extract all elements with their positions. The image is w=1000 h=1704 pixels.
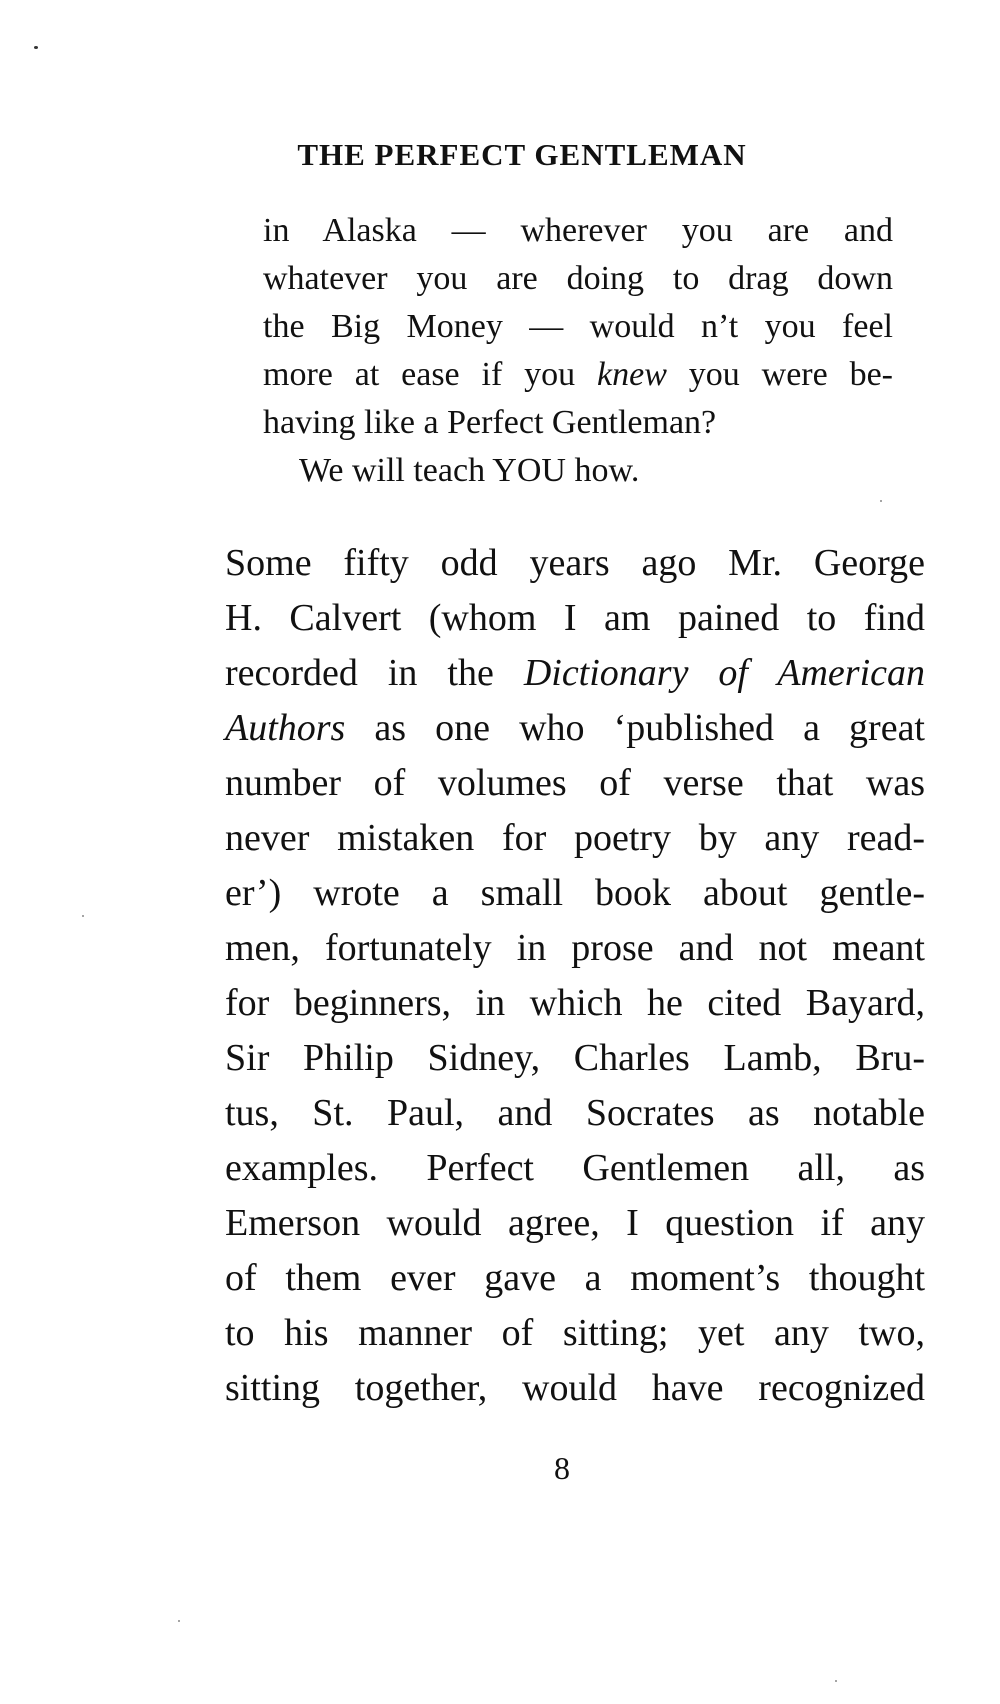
quote-line: the Big Money — would n’t you feel [263,308,893,345]
body-line: recorded in the Dictionary of American [225,652,925,694]
running-head: THE PERFECT GENTLEMAN [297,137,747,172]
scan-speck [178,1620,180,1622]
body-line: tus, St. Paul, and Socrates as notable [225,1092,925,1134]
body-line: examples. Perfect Gentlemen all, as [225,1147,925,1189]
italic-phrase: Authors [225,707,346,749]
body-line: sitting together, would have recognized [225,1367,925,1409]
quote-line: We will teach YOU how. [299,452,640,489]
body-line: Some fifty odd years ago Mr. George [225,542,925,584]
body-line: Sir Philip Sidney, Charles Lamb, Bru- [225,1037,925,1079]
page-number: 8 [554,1450,570,1486]
body-line: of them ever gave a moment’s thought [225,1257,925,1299]
body-line: never mistaken for poetry by any read- [225,817,925,859]
body-line: er’) wrote a small book about gentle- [225,872,925,914]
body-line: for beginners, in which he cited Bayard, [225,982,925,1024]
scan-speck [835,1680,837,1682]
quote-line: having like a Perfect Gentleman? [263,404,717,441]
body-line: number of volumes of verse that was [225,762,925,804]
body-line: to his manner of sitting; yet any two, [225,1312,925,1354]
quote-line: in Alaska — wherever you are and [263,212,893,249]
quoted-advertisement [263,207,893,495]
scan-speck [880,500,882,502]
scan-speck [82,915,84,917]
scan-speck [34,46,38,49]
body-line: Emerson would agree, I question if any [225,1202,925,1244]
quote-line: more at ease if you knew you were be- [263,356,893,393]
body-line: H. Calvert (whom I am pained to find [225,597,925,639]
body-line: Authors as one who ‘published a great [225,707,925,749]
quote-line: whatever you are doing to drag down [263,260,893,297]
italic-phrase: knew [597,356,667,393]
italic-phrase: Dictionary of American [523,652,925,694]
body-line: men, fortunately in prose and not meant [225,927,925,969]
body-paragraph [225,536,925,1416]
